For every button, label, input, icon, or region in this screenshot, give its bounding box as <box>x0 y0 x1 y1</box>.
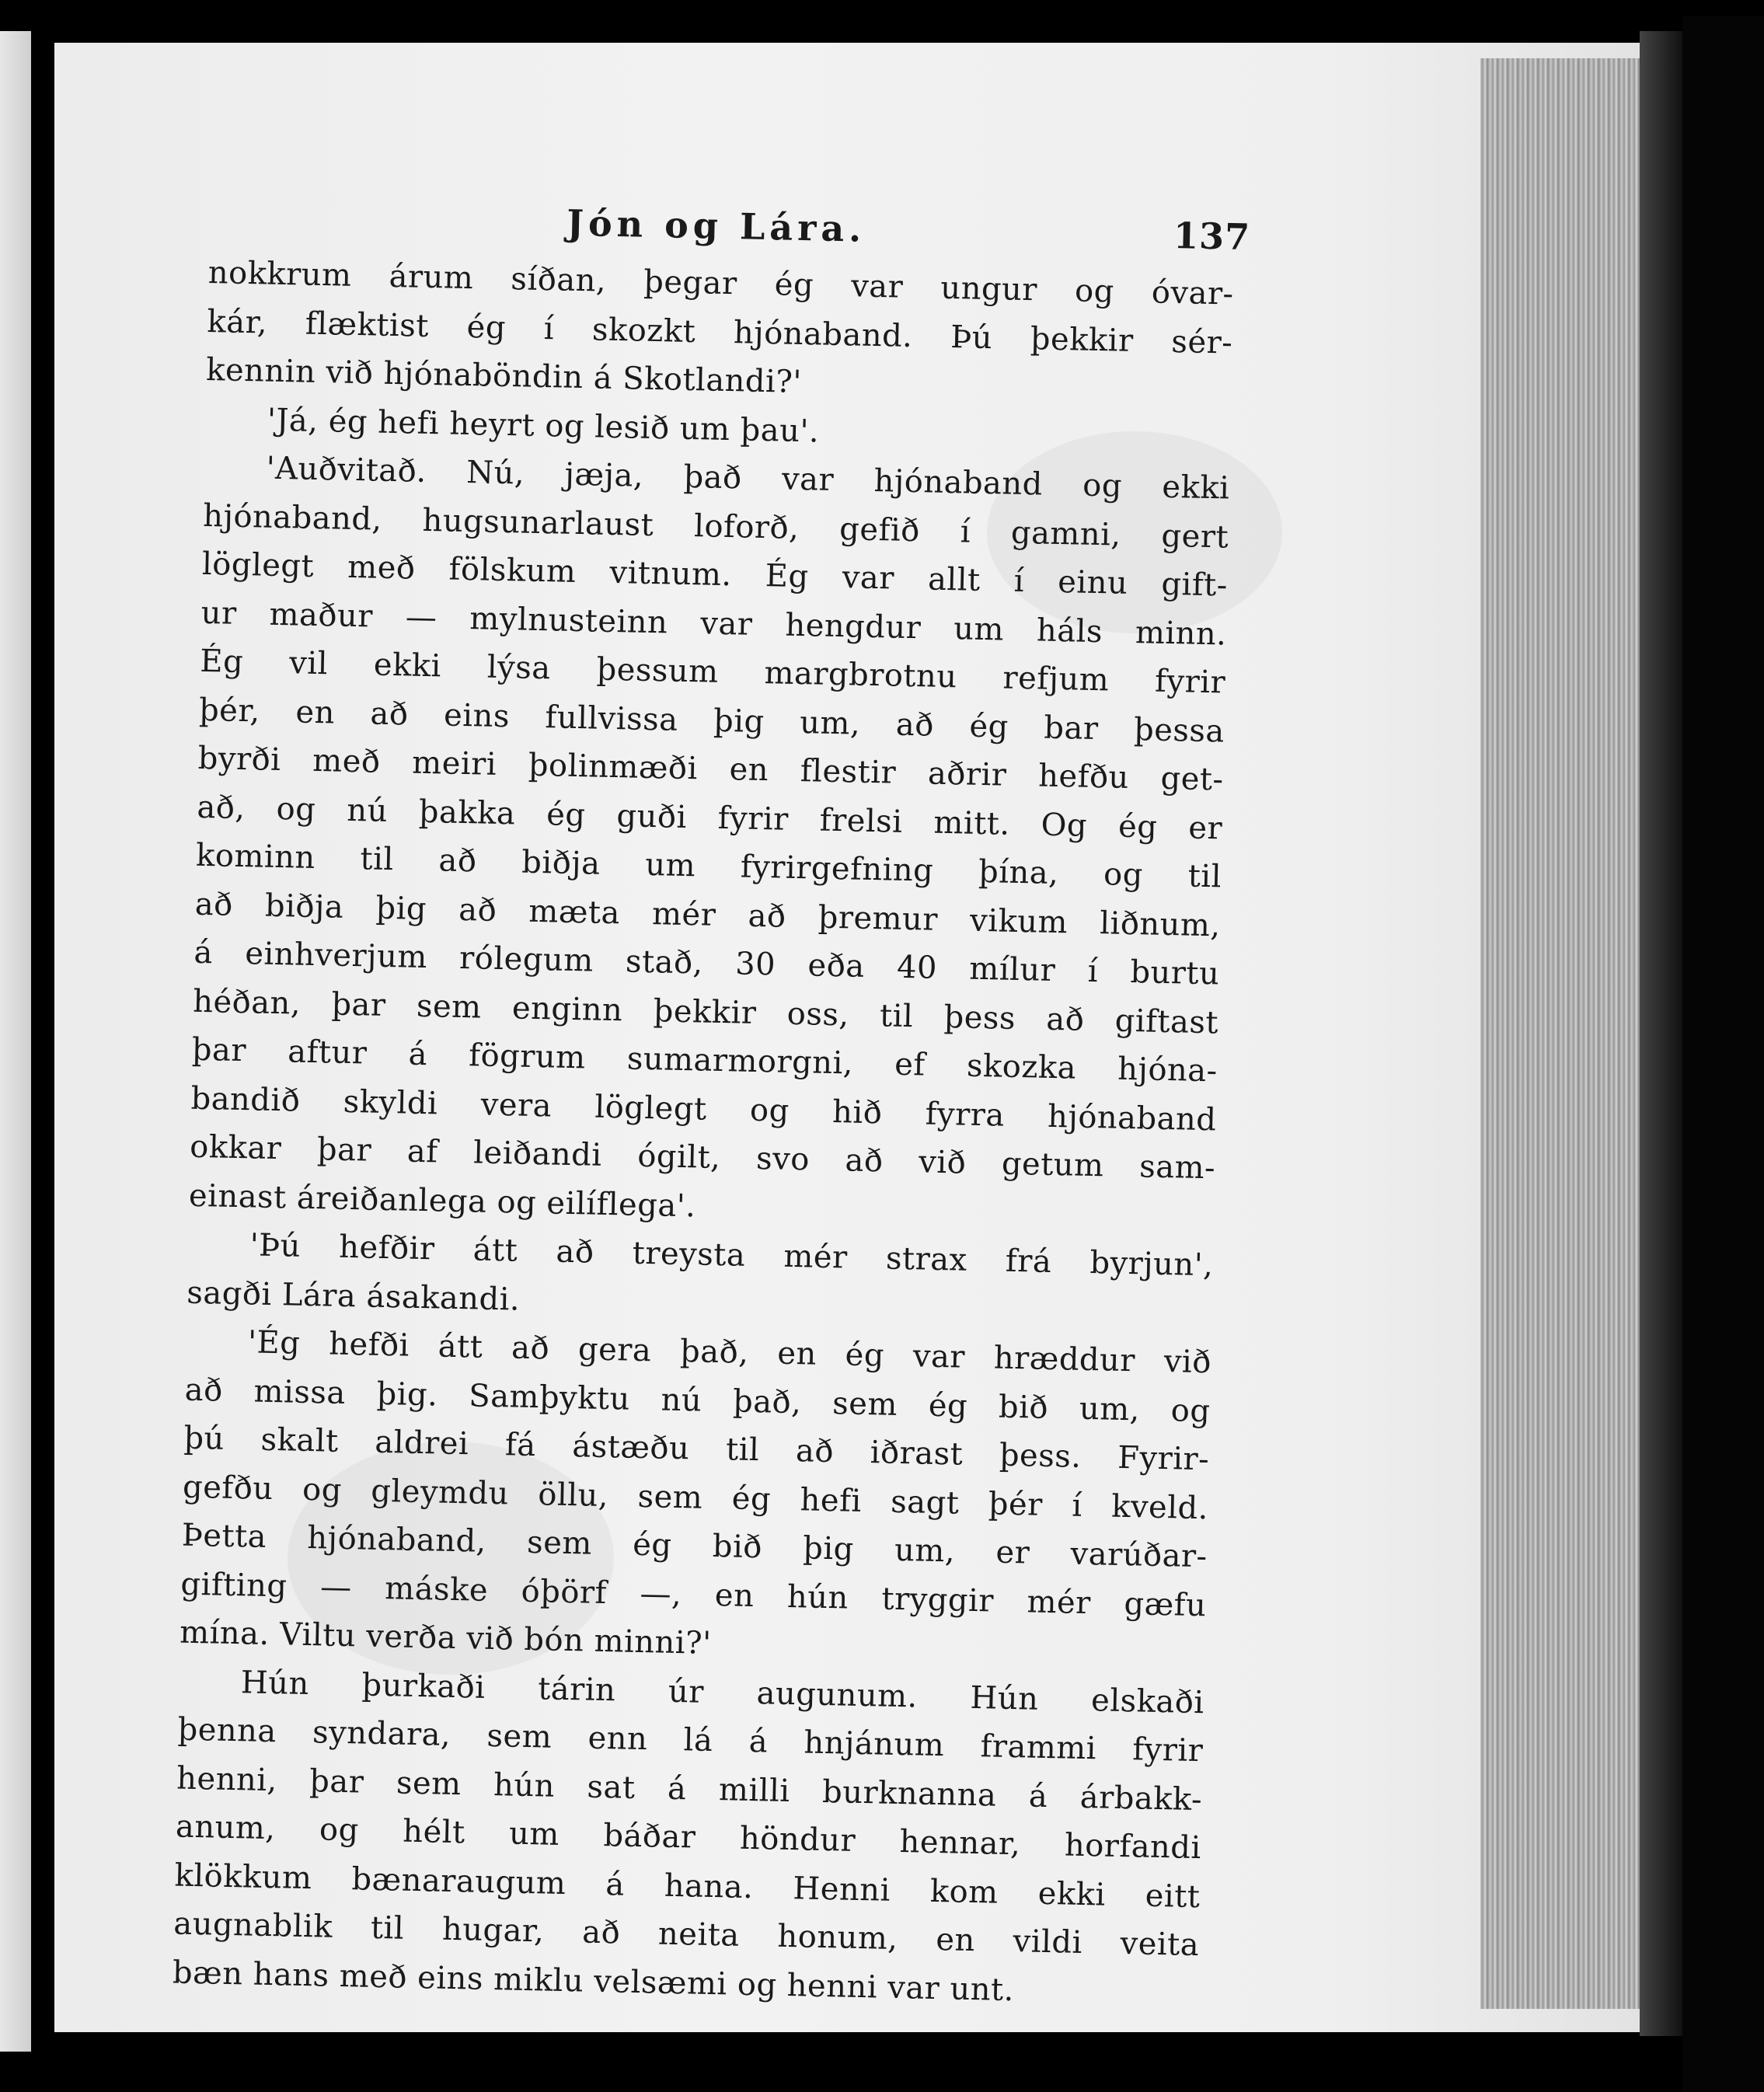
text-line: gefðu og gleymdu öllu, sem ég hefi sagt þér í kveld. <box>182 1469 1209 1526</box>
text-line: nokkrum árum síðan, þegar ég var ungur og óvar- <box>207 254 1235 312</box>
text-line: sagði Lára ásakandi. <box>186 1274 521 1318</box>
running-head-title: Jón og Lára. <box>566 201 866 250</box>
text-line: augnablik til hugar, að neita honum, en vildi veita <box>173 1905 1200 1964</box>
text-line: að, og nú þakka ég guði fyrir frelsi mitt. Og ég er <box>197 789 1223 846</box>
text-line: á einhverjum rólegum stað, 30 eða 40 mílur í burtu <box>193 934 1220 992</box>
page-number: 137 <box>1173 214 1251 259</box>
text-line: héðan, þar sem enginn þekkir oss, til þess að giftast <box>192 983 1219 1041</box>
text-line: hjónaband, hugsunarlaust loforð, gefið í gamni, gert <box>202 497 1229 556</box>
text-line: okkar þar af leiðandi ógilt, svo að við getum sam- <box>189 1128 1216 1187</box>
text-line: kominn til að biðja um fyrirgefning þína, og til <box>195 837 1222 895</box>
text-line: bæn hans með eins miklu velsæmi og henni var unt. <box>172 1954 1015 2008</box>
facing-page-edge <box>0 31 31 2052</box>
page-stack-edge <box>1480 58 1659 2009</box>
text-line: gifting — máske óþörf —, en hún tryggir mér gæfu <box>180 1566 1207 1623</box>
text-line: anum, og hélt um báðar höndur hennar, horfandi <box>175 1808 1202 1867</box>
text-line: löglegt með fölskum vitnum. Ég var allt í einu gift- <box>201 546 1229 604</box>
text-line: 'Ég hefði átt að gera það, en ég var hræddur við <box>247 1324 1212 1381</box>
text-line: einast áreiðanlega og eilíflega'. <box>188 1177 696 1224</box>
text-line: mína. Viltu verða við bón minni?' <box>179 1614 713 1661</box>
text-line: að biðja þig að mæta mér að þremur vikum liðnum, <box>194 886 1222 943</box>
text-line: Hún þurkaði tárin úr augunum. Hún elskaði <box>240 1664 1205 1721</box>
text-line: klökkum bænaraugum á hana. Henni kom ekki eitt <box>174 1857 1201 1915</box>
text-line: Ég vil ekki lýsa þessum margbrotnu refjum fyrir <box>199 643 1226 701</box>
text-line: Þetta hjónaband, sem ég bið þig um, er varúðar- <box>181 1517 1208 1575</box>
book-spine <box>1682 16 1764 2092</box>
text-line: bandið skyldi vera löglegt og hið fyrra hjónaband <box>190 1080 1217 1138</box>
page-stack-shadow <box>1640 31 1682 2036</box>
text-line: 'Þú hefðir átt að treysta mér strax frá byrjun', <box>249 1227 1214 1284</box>
text-line: að missa þig. Samþyktu nú það, sem ég bið um, og <box>184 1372 1211 1429</box>
text-line: þú skalt aldrei fá ástæðu til að iðrast þess. Fyrir- <box>183 1420 1210 1478</box>
text-line: 'Já, ég hefi heyrt og lesið um þau'. <box>267 402 820 449</box>
text-line: kár, flæktist ég í skozkt hjónaband. Þú þekkir sér- <box>207 303 1233 361</box>
page-text-block <box>172 194 1251 2018</box>
text-line: kennin við hjónaböndin á Skotlandi?' <box>205 351 803 401</box>
text-line: þér, en að eins fullvissa þig um, að ég bar þessa <box>198 692 1225 749</box>
text-line: ur maður — mylnusteinn var hengdur um háls minn. <box>200 594 1227 653</box>
text-line: þar aftur á fögrum sumarmorgni, ef skozka hjóna- <box>191 1031 1218 1090</box>
text-line: byrði með meiri þolinmæði en flestir aðrir hefðu get- <box>197 740 1224 798</box>
text-line: þenna syndara, sem enn lá á hnjánum frammi fyrir <box>177 1711 1204 1769</box>
text-line: henni, þar sem hún sat á milli burknanna á árbakk- <box>176 1760 1203 1818</box>
text-line: 'Auðvitað. Nú, jæja, það var hjónaband og ekki <box>266 450 1230 507</box>
